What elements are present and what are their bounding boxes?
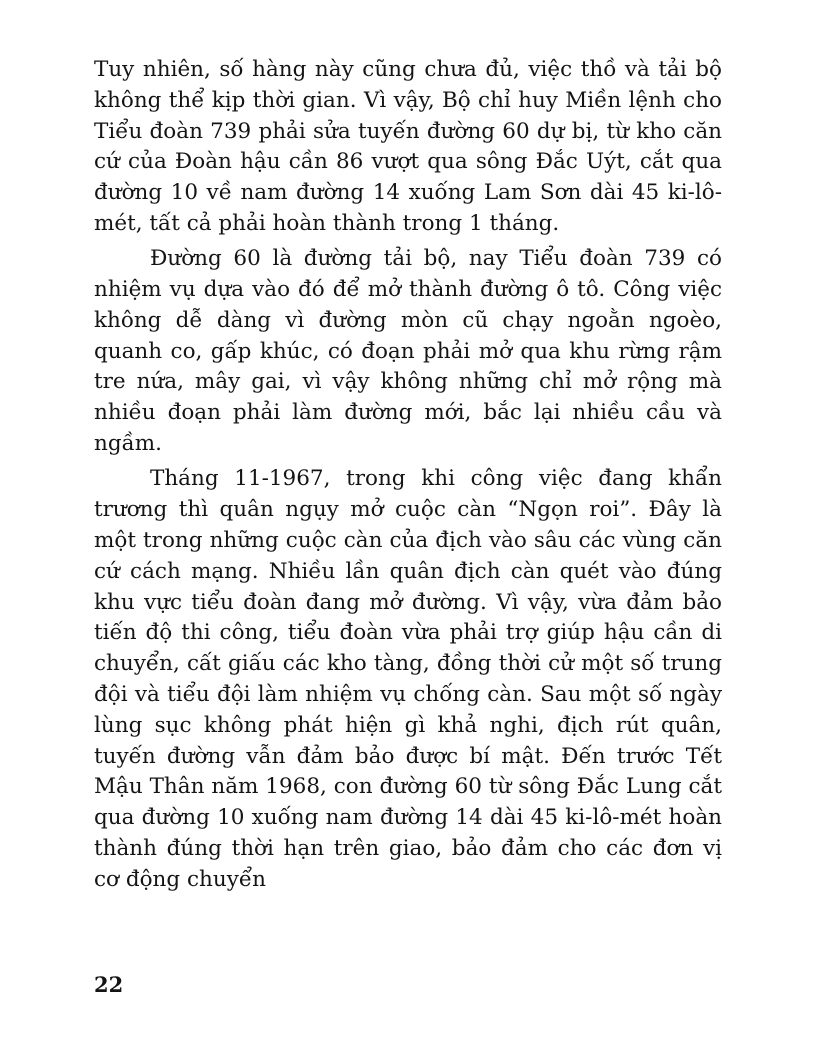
- page-number: 22: [94, 972, 124, 997]
- page-body: [94, 55, 722, 896]
- paragraph-2: Đường 60 là đường tải bộ, nay Tiểu đoàn 739 có nhiệm vụ dựa vào đó để mở thành đường ô tô. Công việc không dễ dàng vì đường mòn cũ chạy ngoằn ngoèo, quanh co, gấp khúc, có đoạn phải mở qua khu rừng rậm tre nứa, mây gai, vì vậy không những chỉ mở rộng mà nhiều đoạn phải làm đường mới, bắc lại nhiều cầu và ngầm.: [94, 246, 722, 457]
- paragraph-1: Tuy nhiên, số hàng này cũng chưa đủ, việc thồ và tải bộ không thể kịp thời gian. Vì vậy, Bộ chỉ huy Miền lệnh cho Tiểu đoàn 739 phải sửa tuyến đường 60 dự bị, từ kho căn cứ của Đoàn hậu cần 86 vượt qua sông Đắc Uýt, cắt qua đường 10 về nam đường 14 xuống Lam Sơn dài 45 ki-lô-mét, tất cả phải hoàn thành trong 1 tháng.: [94, 57, 722, 236]
- paragraph-3: Tháng 11-1967, trong khi công việc đang khẩn trương thì quân ngụy mở cuộc càn “Ngọn roi”. Đây là một trong những cuộc càn của địch vào sâu các vùng căn cứ cách mạng. Nhiều lần quân địch càn quét vào đúng khu vực tiểu đoàn đang mở đường. Vì vậy, vừa đảm bảo tiến độ thi công, tiểu đoàn vừa phải trợ giúp hậu cần di chuyển, cất giấu các kho tàng, đồng thời cử một số trung đội và tiểu đội làm nhiệm vụ chống càn. Sau một số ngày lùng sục không phát hiện gì khả nghi, địch rút quân, tuyến đường vẫn đảm bảo được bí mật. Đến trước Tết Mậu Thân năm 1968, con đường 60 từ sông Đắc Lung cắt qua đường 10 xuống nam đường 14 dài 45 ki-lô-mét hoàn thành đúng thời hạn trên giao, bảo đảm cho các đơn vị cơ động chuyển: [94, 466, 722, 892]
